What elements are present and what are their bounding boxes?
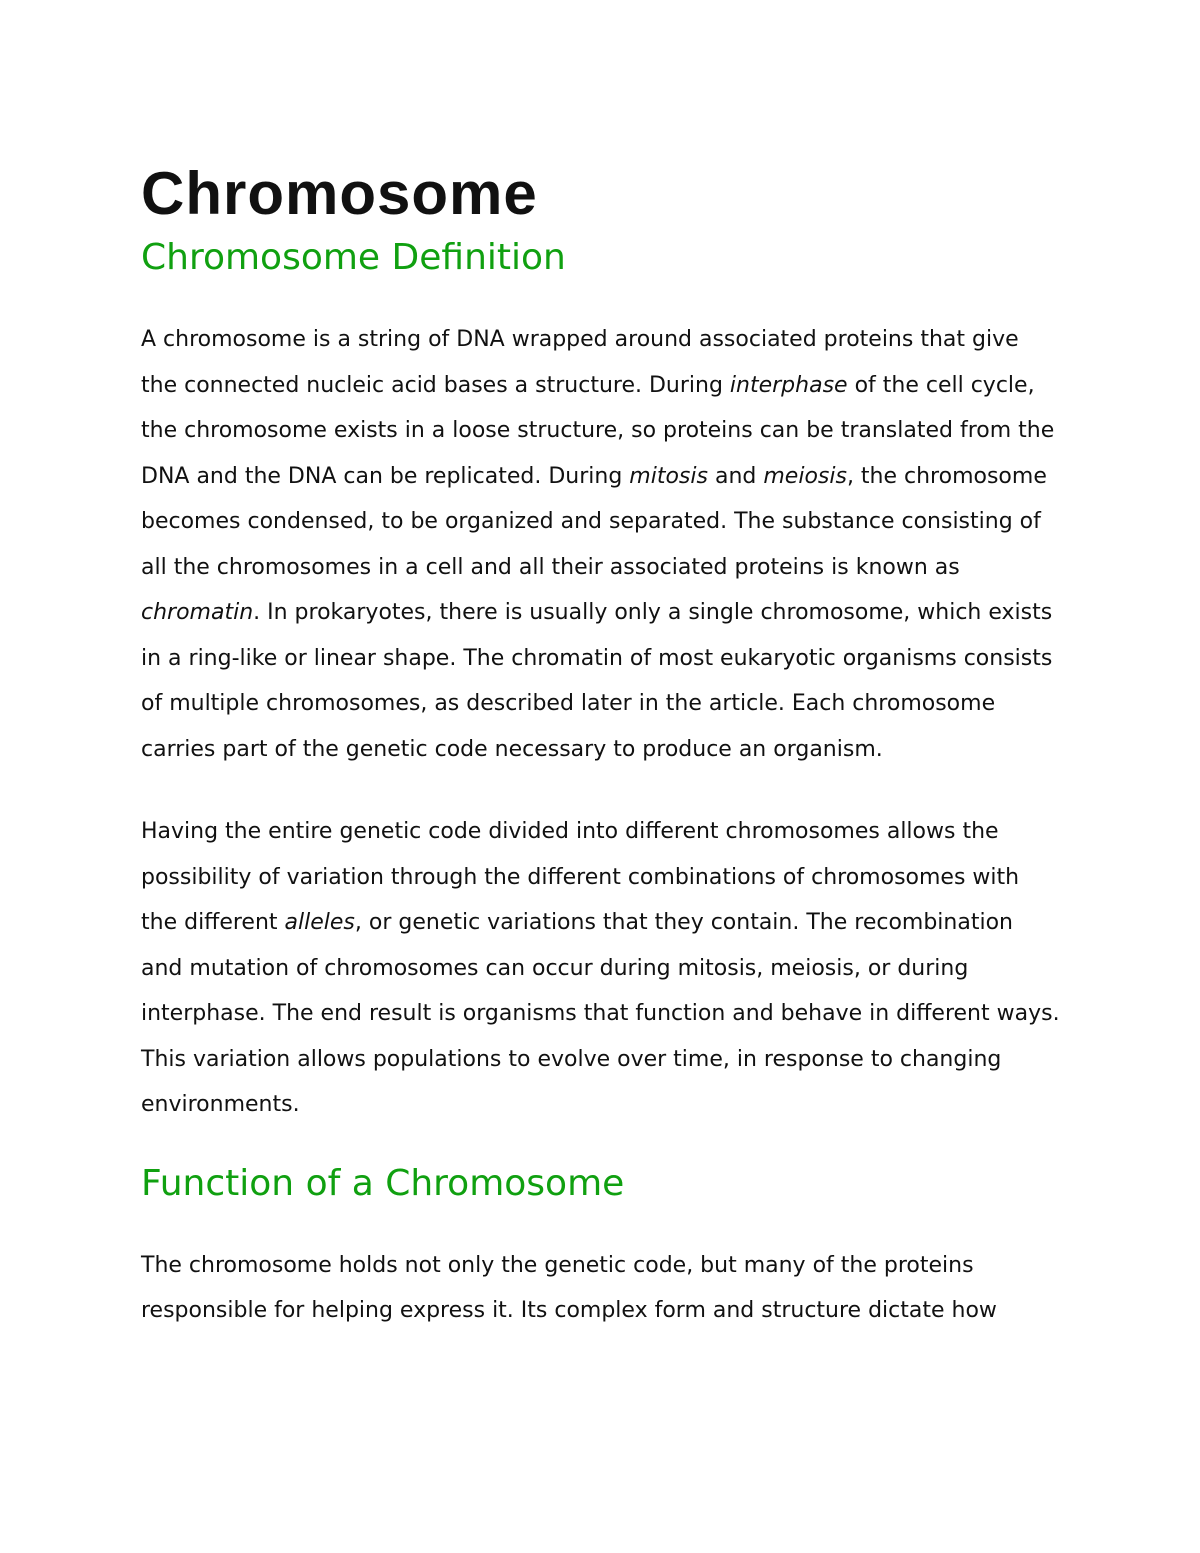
- text-segment: Having the entire genetic code divided into different chromosomes allows the possibility of variation through the different combinations of chromosomes with the different: [141, 819, 1020, 935]
- italic-term-meiosis: meiosis: [763, 463, 847, 489]
- document-page: [141, 160, 1061, 1334]
- section-heading-definition: Chromosome Definition: [141, 237, 566, 278]
- paragraph-definition-2: [141, 809, 1061, 1128]
- text-segment: of the cell cycle, the chromosome exists in a loose structure, so proteins can be translated from the DNA and the DNA can be replicated. During: [141, 372, 1055, 489]
- italic-term-chromatin: chromatin: [141, 600, 254, 625]
- text-segment: The chromosome holds not only the genetic code, but many of the proteins responsible for helping express it. Its complex form and structure dictate how: [141, 1252, 997, 1323]
- italic-term-mitosis: mitosis: [629, 463, 708, 489]
- text-segment: and: [707, 463, 764, 489]
- text-segment: , the chromosome becomes condensed, to be organized and separated. The substance consisting of all the chromosomes in a cell and all their associated proteins is known as: [141, 463, 1047, 580]
- section-heading-function: Function of a Chromosome: [141, 1162, 625, 1204]
- text-segment: , or genetic variations that they contain. The recombination and mutation of chromosomes can occur during mitosis, meiosis, or during interphase. The end result is organisms that function and behave in different ways. This variation allows populations to evolve over time, in response to changing environments.: [141, 910, 1060, 1117]
- italic-term-alleles: alleles: [284, 910, 355, 935]
- text-segment: . In prokaryotes, there is usually only a single chromosome, which exists in a ring-like or linear shape. The chromatin of most eukaryotic organisms consists of multiple chromosomes, as described later in the article. Each chromosome carries part of the genetic code necessary to produce an organism.: [141, 600, 1053, 762]
- document-title: Chromosome: [141, 160, 538, 227]
- text-segment: A chromosome is a string of DNA wrapped around associated proteins that give the connected nucleic acid bases a structure. During: [141, 327, 1019, 398]
- paragraph-function-1: [141, 1243, 1061, 1334]
- paragraph-definition-1: [141, 317, 1061, 772]
- italic-term-interphase: interphase: [729, 372, 848, 398]
